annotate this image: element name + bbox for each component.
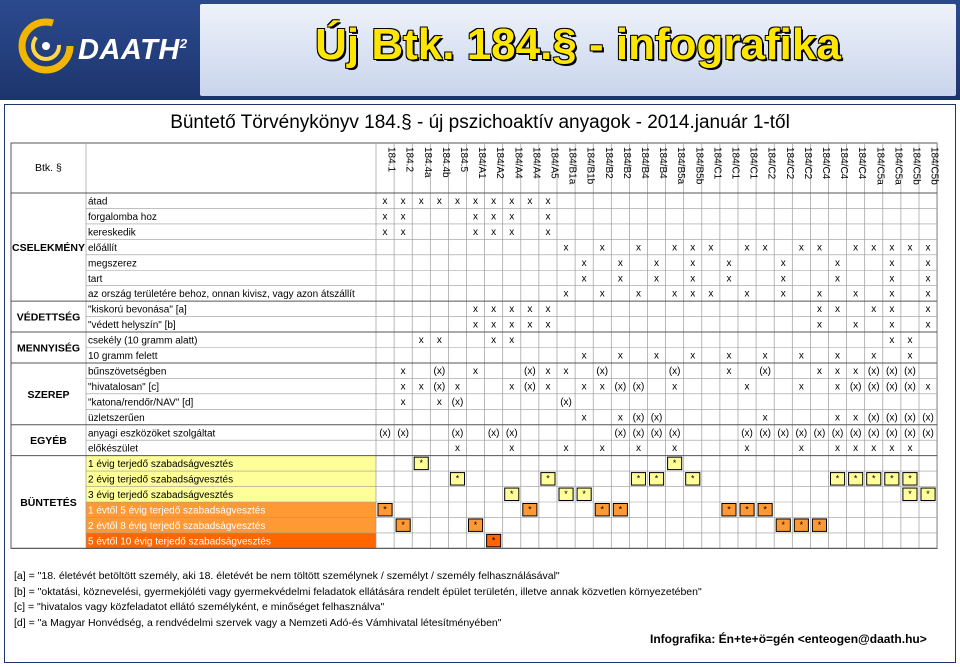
row-label: előállít: [88, 242, 117, 254]
cell-mark: x: [907, 443, 913, 455]
cell-mark: x: [871, 304, 877, 316]
group-label: EGYÉB: [30, 435, 67, 448]
cell-mark: (x): [831, 427, 844, 439]
penalty-star: *: [745, 504, 749, 515]
penalty-star: *: [618, 504, 623, 515]
cell-mark: x: [635, 443, 641, 455]
cell-mark: x: [491, 226, 497, 238]
cell-mark: x: [925, 304, 931, 316]
column-header: 184.1: [385, 147, 397, 173]
penalty-star: *: [528, 504, 532, 515]
cell-mark: (x): [813, 427, 826, 439]
row-label: 10 gramm felett: [88, 351, 158, 362]
cell-mark: x: [889, 242, 895, 254]
cell-mark: (x): [632, 427, 645, 439]
cell-mark: x: [744, 288, 750, 300]
cell-mark: (x): [433, 365, 446, 377]
cell-mark: (x): [777, 427, 790, 439]
row-label: megszerez: [88, 258, 137, 270]
cell-mark: x: [382, 211, 388, 223]
cell-mark: x: [382, 196, 388, 207]
cell-mark: x: [563, 288, 569, 300]
column-header: 184/C2: [765, 147, 777, 180]
cell-mark: x: [798, 443, 804, 455]
cell-mark: x: [835, 304, 841, 316]
cell-mark: x: [418, 196, 424, 207]
cell-mark: x: [672, 381, 678, 393]
footnote-c: [c] = "hivatalos vagy közfeladatot ellátó személyként, e minőséget felhasználva": [14, 601, 385, 613]
cell-mark: x: [672, 288, 678, 300]
penalty-star: *: [871, 473, 876, 484]
cell-mark: (x): [741, 427, 753, 439]
cell-mark: x: [726, 350, 732, 362]
cell-mark: (x): [650, 412, 663, 424]
cell-mark: x: [726, 273, 732, 285]
cell-mark: x: [726, 365, 732, 377]
penalty-star: *: [401, 519, 405, 530]
column-header: 184.4a: [421, 147, 433, 178]
row-label: üzletszerűen: [88, 412, 145, 424]
cell-mark: x: [473, 226, 479, 238]
cell-mark: x: [527, 196, 533, 207]
cell-mark: x: [491, 196, 497, 207]
cell-mark: x: [925, 257, 931, 269]
column-header: 184/C1: [729, 147, 741, 180]
column-header: 184/A5: [548, 147, 560, 179]
penalty-star: *: [491, 535, 496, 546]
cell-mark: x: [545, 319, 551, 331]
cell-mark: x: [835, 365, 841, 377]
cell-mark: (x): [904, 427, 916, 439]
cell-mark: x: [798, 242, 804, 254]
cell-mark: x: [853, 412, 859, 424]
row-label: anyagi eszközöket szolgáltat: [88, 428, 216, 440]
cell-mark: x: [527, 319, 533, 331]
cell-mark: x: [581, 257, 587, 269]
column-header: 184/C4: [856, 147, 868, 180]
cell-mark: x: [798, 350, 804, 362]
cell-mark: x: [835, 257, 841, 269]
cell-mark: x: [436, 335, 442, 347]
cell-mark: x: [617, 257, 623, 269]
cell-mark: (x): [886, 365, 898, 377]
row-label: "hivatalosan" [c]: [88, 381, 160, 393]
cell-mark: x: [762, 242, 768, 254]
penalty-star: *: [853, 473, 858, 484]
cell-mark: x: [382, 226, 388, 238]
cell-mark: x: [889, 288, 895, 300]
cell-mark: (x): [632, 412, 645, 424]
cell-mark: (x): [596, 365, 609, 377]
row-label: "kiskorú bevonása" [a]: [88, 304, 187, 316]
cell-mark: x: [907, 335, 913, 347]
cell-mark: x: [418, 381, 424, 393]
penalty-star: *: [908, 489, 912, 500]
cell-mark: x: [563, 443, 569, 455]
column-header: 184/B1a: [566, 147, 578, 185]
penalty-star: *: [835, 473, 840, 484]
cell-mark: x: [509, 319, 515, 331]
group-label: BÜNTETÉS: [20, 497, 77, 509]
penalty-star: *: [763, 504, 767, 515]
cell-mark: x: [816, 242, 822, 254]
cell-mark: x: [635, 288, 641, 300]
cell-mark: (x): [886, 412, 898, 424]
penalty-star: *: [727, 504, 731, 515]
penalty-star: *: [509, 489, 514, 500]
cell-mark: (x): [614, 381, 627, 393]
penalty-star: *: [672, 458, 677, 469]
column-header: 184/B4: [638, 147, 650, 179]
cell-mark: x: [454, 443, 460, 455]
cell-mark: (x): [451, 396, 464, 408]
penalty-star: *: [564, 489, 568, 500]
cell-mark: x: [816, 288, 822, 300]
cell-mark: x: [925, 319, 931, 331]
infographic-title: Büntető Törvénykönyv 184.§ - új pszichoaktív anyagok - 2014.január 1-től: [170, 112, 790, 133]
cell-mark: (x): [668, 365, 681, 377]
column-header: 184/C4: [819, 147, 831, 180]
column-header: 184/A1: [476, 147, 488, 179]
cell-mark: (x): [379, 427, 391, 439]
cell-mark: x: [545, 226, 551, 238]
cell-mark: x: [491, 211, 497, 223]
cell-mark: x: [491, 304, 497, 316]
row-label: átad: [88, 196, 108, 208]
cell-mark: (x): [886, 427, 898, 439]
cell-mark: x: [436, 196, 442, 207]
cell-mark: x: [563, 242, 569, 254]
cell-mark: (x): [397, 427, 409, 439]
penalty-star: *: [546, 473, 550, 484]
cell-mark: x: [491, 319, 497, 331]
cell-mark: x: [654, 273, 660, 285]
row-label: 3 évig terjedő szabadságvesztés: [88, 490, 234, 502]
row-label: 2 évtől 8 évig terjedő szabadságvesztés: [88, 520, 266, 532]
cell-mark: x: [400, 226, 406, 238]
cell-mark: x: [690, 288, 696, 300]
cell-mark: (x): [904, 412, 916, 424]
cell-mark: x: [509, 211, 515, 223]
cell-mark: x: [400, 196, 406, 207]
cell-mark: x: [545, 196, 551, 207]
cell-mark: x: [744, 242, 750, 254]
penalty-star: *: [473, 519, 478, 530]
cell-mark: x: [581, 412, 587, 424]
cell-mark: x: [599, 443, 605, 455]
cell-mark: x: [581, 350, 587, 362]
cell-mark: x: [545, 365, 551, 377]
cell-mark: x: [690, 273, 696, 285]
logo-wordmark: DAATH$^2$: [78, 34, 188, 66]
column-header: 184.4b: [439, 147, 451, 178]
cell-mark: x: [925, 288, 931, 300]
cell-mark: x: [889, 257, 895, 269]
group-label: SZEREP: [27, 388, 70, 401]
penalty-star: *: [654, 473, 659, 484]
row-label: 5 évtől 10 évig terjedő szabadságvesztés: [88, 536, 271, 548]
cell-mark: (x): [922, 427, 934, 439]
column-header: 184/C1: [711, 147, 723, 180]
cell-mark: x: [690, 242, 696, 254]
cell-mark: x: [762, 412, 768, 424]
penalty-star: *: [419, 458, 424, 469]
column-header: 184.2: [403, 147, 415, 173]
row-label: csekély (10 gramm alatt): [88, 335, 198, 347]
cell-mark: x: [853, 365, 859, 377]
cell-mark: x: [816, 319, 822, 331]
cell-mark: (x): [867, 381, 880, 393]
cell-mark: x: [780, 273, 786, 285]
cell-mark: x: [635, 242, 641, 254]
row-label: forgalomba hoz: [88, 211, 157, 223]
cell-mark: x: [925, 242, 931, 254]
group-label: VÉDETTSÉG: [16, 311, 81, 324]
column-header: 184/A2: [494, 147, 506, 179]
cell-mark: x: [581, 381, 587, 393]
cell-mark: (x): [886, 381, 898, 393]
cell-mark: x: [907, 242, 913, 254]
cell-mark: x: [654, 257, 660, 269]
cell-mark: x: [454, 196, 460, 207]
cell-mark: (x): [795, 427, 808, 439]
cell-mark: x: [545, 211, 551, 223]
corner-label: Btk. §: [35, 162, 62, 174]
cell-mark: (x): [904, 381, 916, 393]
cell-mark: x: [816, 304, 822, 316]
row-label: 1 évtől 5 évig terjedő szabadságvesztés: [88, 505, 266, 517]
footnote-b: [b] = "oktatási, köznevelési, gyermekjóléti vagy gyermekvédelmi feladatok ellátására rendelt épület területén, illetve annak közvetlen környezetében": [14, 585, 702, 598]
row-label: az ország területére behoz, onnan kivisz, vagy azon átszállít: [88, 289, 355, 301]
penalty-star: *: [781, 519, 786, 530]
cell-mark: x: [744, 443, 750, 455]
cell-mark: (x): [433, 381, 446, 393]
penalty-star: *: [817, 519, 822, 530]
column-header: 184/B5b: [693, 147, 705, 185]
cell-mark: (x): [922, 412, 934, 424]
cell-mark: x: [509, 196, 515, 207]
cell-mark: x: [672, 242, 678, 254]
cell-mark: x: [780, 288, 786, 300]
cell-mark: x: [581, 273, 587, 285]
cell-mark: x: [400, 211, 406, 223]
cell-mark: x: [690, 350, 696, 362]
cell-mark: x: [672, 443, 678, 455]
cell-mark: x: [527, 304, 533, 316]
cell-mark: x: [545, 304, 551, 316]
penalty-star: *: [600, 504, 605, 515]
cell-mark: x: [617, 412, 623, 424]
group-label: CSELEKMÉNY: [12, 242, 85, 255]
cell-mark: (x): [650, 427, 663, 439]
cell-mark: (x): [614, 427, 627, 439]
column-header: 184/C5b: [928, 147, 940, 185]
cell-mark: (x): [759, 365, 771, 377]
cell-mark: x: [798, 381, 804, 393]
group-label: MENNYISÉG: [16, 342, 81, 355]
column-header: 184/B1b: [584, 147, 596, 185]
cell-mark: (x): [867, 427, 880, 439]
row-label: kereskedik: [88, 227, 136, 239]
cell-mark: x: [473, 319, 479, 331]
penalty-star: *: [582, 489, 586, 500]
column-header: 184.5: [457, 147, 469, 173]
cell-mark: x: [853, 288, 859, 300]
column-header: 184/B4: [657, 147, 669, 179]
cell-mark: x: [816, 365, 822, 377]
cell-mark: x: [509, 304, 515, 316]
cell-mark: x: [889, 443, 895, 455]
cell-mark: x: [853, 242, 859, 254]
footnotes: [14, 569, 714, 631]
cell-mark: (x): [668, 427, 681, 439]
page-title: Új Btk. 184.§ - infografika: [315, 20, 841, 69]
cell-mark: x: [599, 288, 605, 300]
column-header: 184/C2: [801, 147, 813, 180]
cell-mark: x: [835, 443, 841, 455]
cell-mark: (x): [849, 381, 862, 393]
cell-mark: (x): [524, 365, 536, 377]
cell-mark: x: [907, 350, 913, 362]
cell-mark: x: [835, 273, 841, 285]
cell-mark: x: [889, 319, 895, 331]
column-header: 184/B2: [602, 147, 614, 179]
penalty-star: *: [455, 473, 460, 484]
cell-mark: x: [708, 242, 714, 254]
penalty-star: *: [799, 519, 804, 530]
cell-mark: x: [853, 319, 859, 331]
column-header: 184/C1: [747, 147, 759, 180]
cell-mark: x: [871, 350, 877, 362]
row-label: bűnszövetségben: [88, 366, 167, 378]
cell-mark: (x): [451, 427, 464, 439]
column-header: 184/C2: [783, 147, 795, 180]
column-header: 184/C5a: [892, 147, 904, 185]
penalty-star: *: [636, 473, 641, 484]
cell-mark: x: [509, 335, 515, 347]
cell-mark: (x): [849, 427, 862, 439]
cell-mark: x: [400, 381, 406, 393]
cell-mark: x: [617, 273, 623, 285]
cell-mark: (x): [759, 427, 771, 439]
footnote-d: [d] = "a Magyar Honvédség, a rendvédelmi szervek vagy a Nemzeti Adó-és Vámhivatal létesítményében": [14, 616, 502, 629]
cell-mark: (x): [867, 365, 880, 377]
cell-mark: x: [925, 273, 931, 285]
cell-mark: (x): [904, 365, 916, 377]
cell-mark: x: [599, 381, 605, 393]
row-label: tart: [88, 273, 103, 285]
cell-mark: x: [473, 211, 479, 223]
cell-mark: x: [654, 350, 660, 362]
cell-mark: (x): [524, 381, 536, 393]
cell-mark: x: [563, 365, 569, 377]
cell-mark: x: [780, 257, 786, 269]
cell-mark: (x): [487, 427, 500, 439]
row-label: 2 évig terjedő szabadságvesztés: [88, 474, 234, 486]
column-header: 184/B2: [620, 147, 632, 179]
credit-line: Infografika: Én+te+ö=gén <enteogen@daath.hu>: [650, 632, 927, 646]
row-label: "védett helyszín" [b]: [88, 320, 176, 332]
cell-mark: x: [491, 335, 497, 347]
cell-mark: x: [509, 381, 515, 393]
cell-mark: x: [418, 335, 424, 347]
row-label: előkészület: [88, 443, 139, 455]
footnote-a: [a] = "18. életévét betöltött személy, aki 18. életévét be nem töltött személynek / személyt / személy felhasználásával": [14, 570, 560, 582]
cell-mark: x: [400, 396, 406, 408]
cell-mark: x: [509, 226, 515, 238]
cell-mark: x: [835, 412, 841, 424]
cell-mark: x: [889, 335, 895, 347]
cell-mark: (x): [867, 412, 880, 424]
column-header: 184/A4: [530, 147, 542, 179]
cell-mark: x: [400, 365, 406, 377]
cell-mark: x: [599, 242, 605, 254]
cell-mark: x: [473, 196, 479, 207]
column-header: 184/A4: [512, 147, 524, 179]
row-label: "katona/rendőr/NAV" [d]: [88, 397, 194, 409]
cell-mark: (x): [560, 396, 572, 408]
penalty-star: *: [890, 473, 894, 484]
cell-mark: x: [509, 443, 515, 455]
column-header: 184/C5a: [874, 147, 886, 185]
cell-mark: x: [744, 381, 750, 393]
penalty-star: *: [926, 489, 930, 500]
cell-mark: x: [436, 396, 442, 408]
cell-mark: x: [889, 273, 895, 285]
cell-mark: x: [871, 242, 877, 254]
cell-mark: x: [708, 288, 714, 300]
cell-mark: x: [690, 257, 696, 269]
cell-mark: x: [617, 350, 623, 362]
column-header: 184/C4: [838, 147, 850, 180]
cell-mark: x: [473, 365, 479, 377]
column-header: 184/B5a: [675, 147, 687, 185]
cell-mark: x: [762, 350, 768, 362]
cell-mark: x: [925, 381, 931, 393]
cell-mark: x: [871, 443, 877, 455]
row-label: 1 évig terjedő szabadságvesztés: [88, 459, 234, 471]
cell-mark: (x): [505, 427, 518, 439]
cell-mark: x: [726, 257, 732, 269]
cell-mark: x: [454, 381, 460, 393]
cell-mark: (x): [632, 381, 645, 393]
cell-mark: x: [545, 381, 551, 393]
cell-mark: x: [853, 443, 859, 455]
penalty-star: *: [383, 504, 387, 515]
penalty-star: *: [690, 473, 695, 484]
cell-mark: x: [889, 304, 895, 316]
cell-mark: x: [835, 350, 841, 362]
cell-mark: x: [835, 381, 841, 393]
column-header: 184/C5b: [910, 147, 922, 185]
cell-mark: x: [473, 304, 479, 316]
penalty-star: *: [908, 473, 912, 484]
